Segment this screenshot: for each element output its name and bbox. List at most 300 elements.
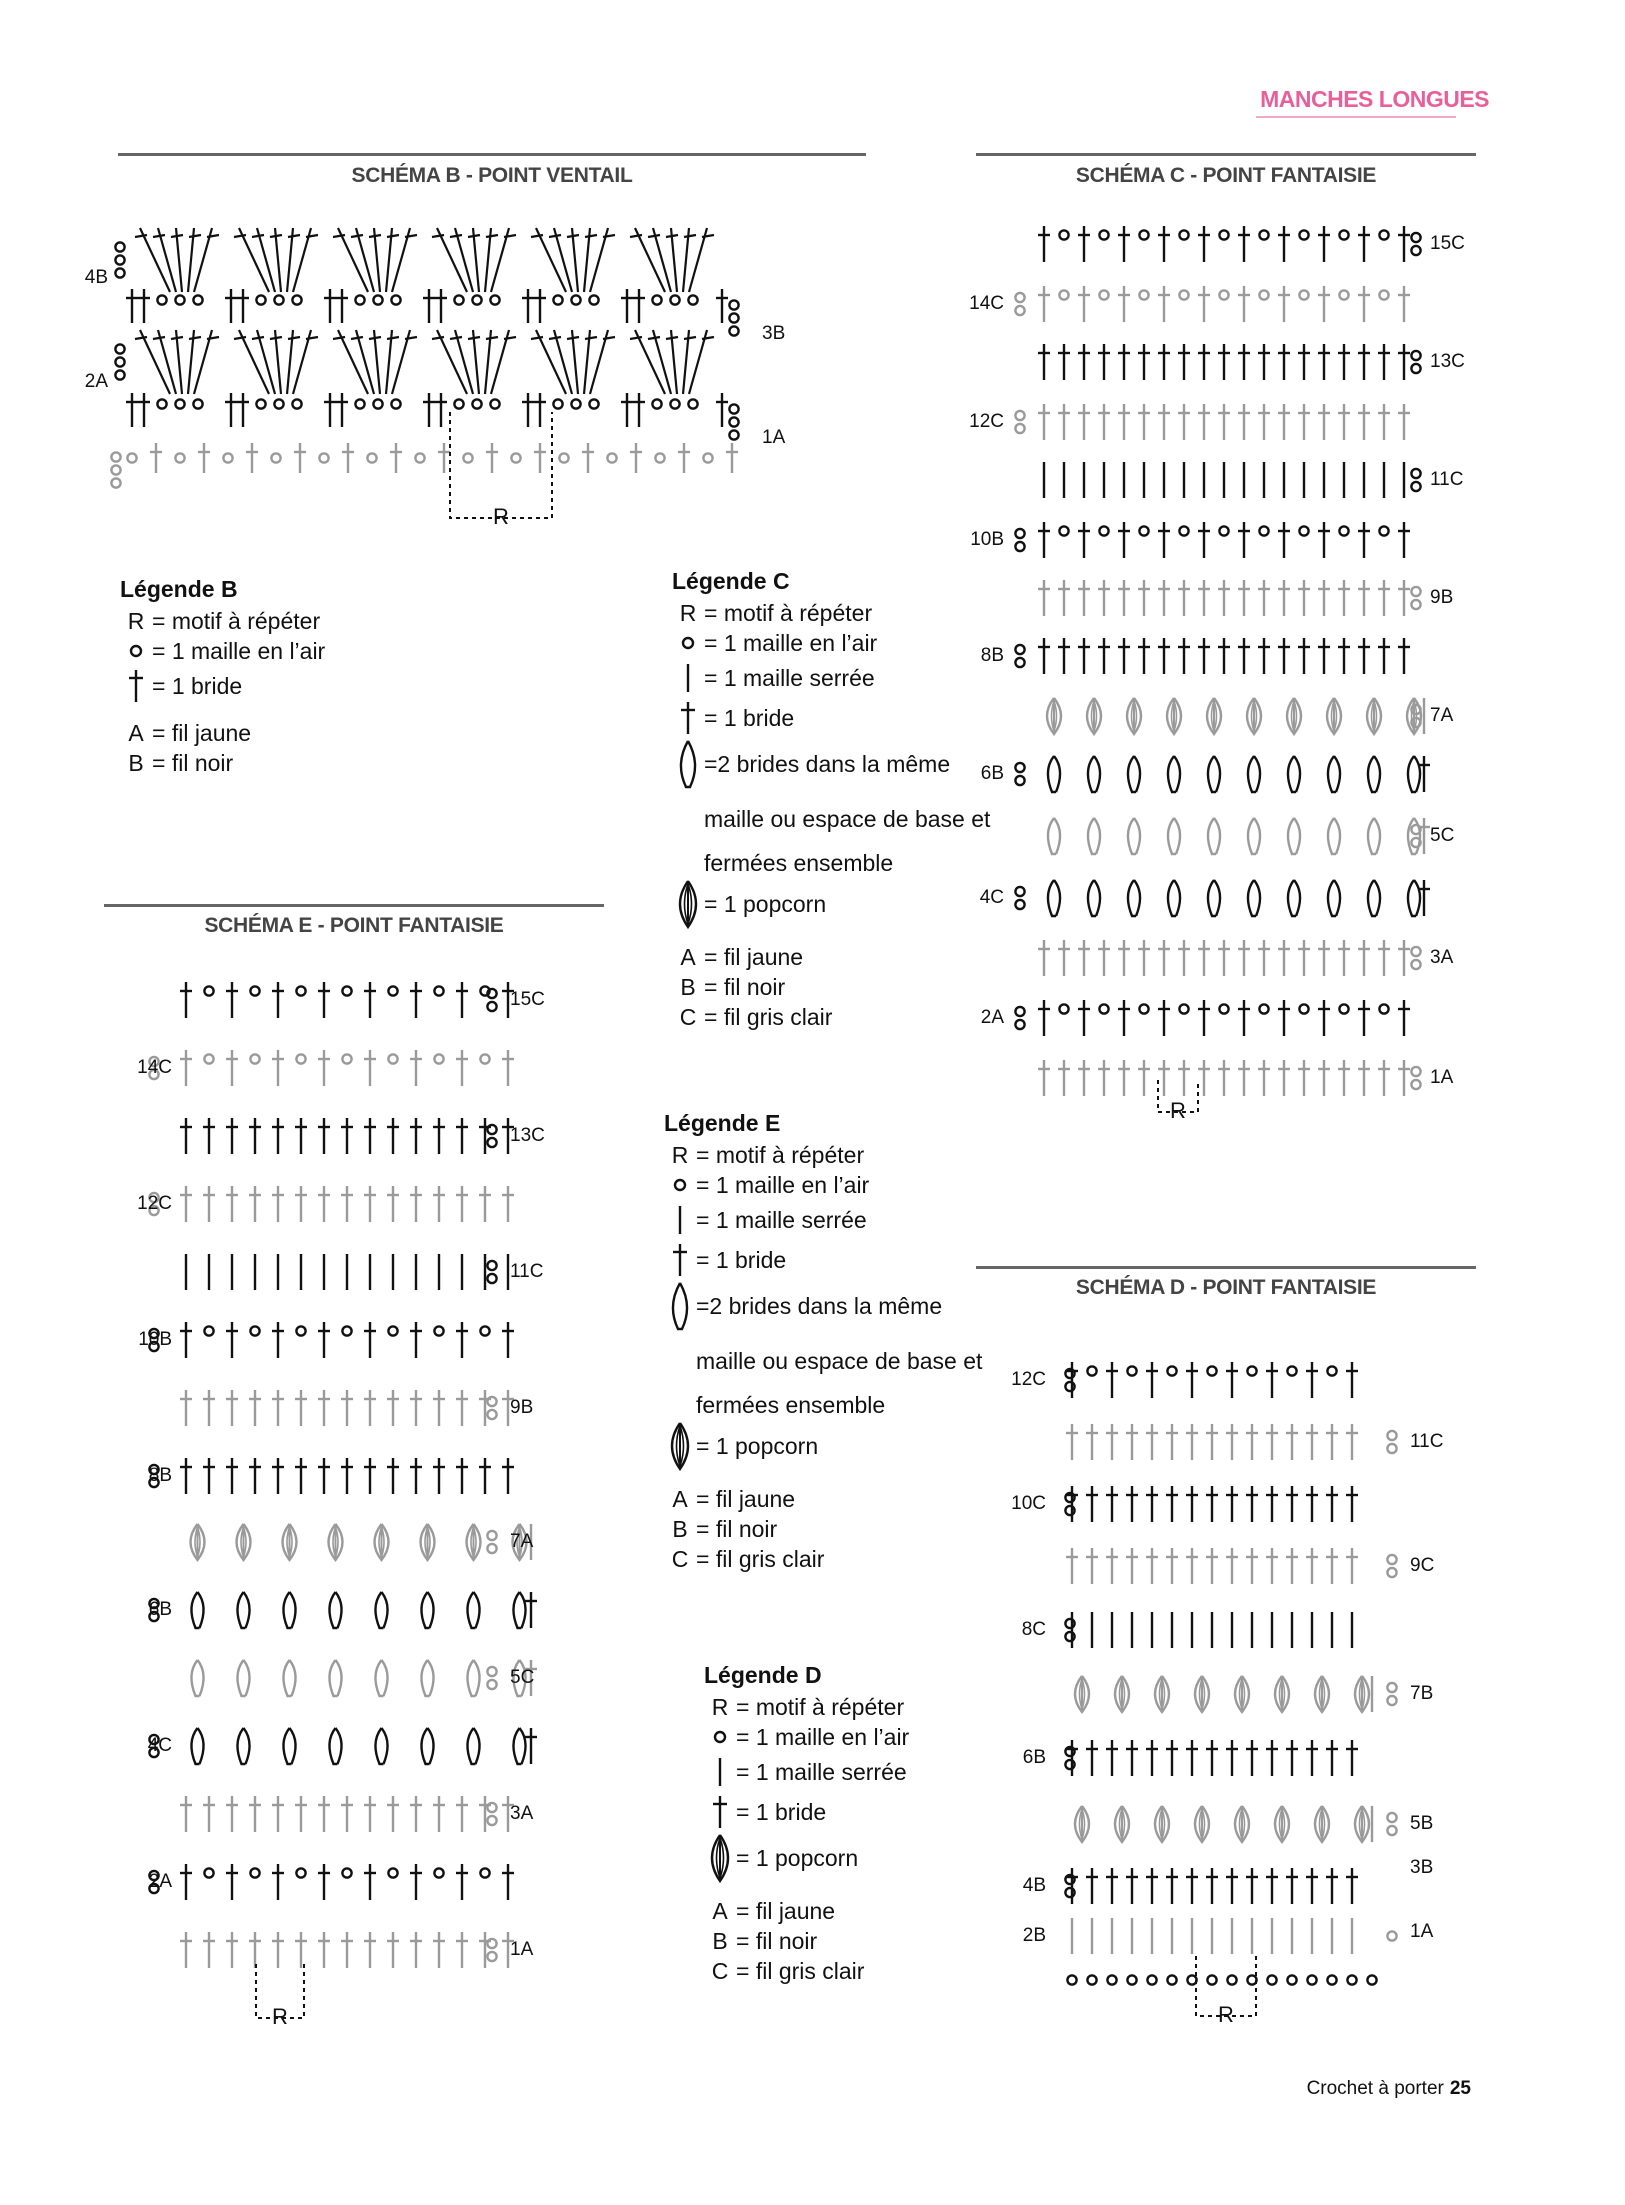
double-crochet <box>180 1322 192 1358</box>
legend-text: = 1 maille serrée <box>704 665 875 691</box>
legend-text: = motif à répéter <box>736 1694 905 1720</box>
double-crochet <box>1266 1868 1278 1904</box>
chain-stitch <box>487 1939 496 1948</box>
chain-stitch <box>373 399 382 408</box>
chain-stitch <box>472 399 481 408</box>
double-crochet <box>226 1186 238 1222</box>
chain-stitch <box>115 357 124 366</box>
double-crochet <box>1098 1060 1110 1096</box>
chain-stitch <box>1179 230 1188 239</box>
cluster-stitch <box>1368 756 1380 792</box>
chain-stitch <box>1127 1975 1136 1984</box>
legend-b-title: Légende B <box>120 576 238 602</box>
double-crochet <box>126 393 138 427</box>
double-crochet <box>1038 638 1050 674</box>
chain-stitch <box>1065 1888 1074 1897</box>
chain-stitch <box>1207 1366 1216 1375</box>
double-crochet <box>1038 522 1050 558</box>
chain-stitch <box>1307 1975 1316 1984</box>
double-crochet <box>294 443 306 473</box>
chain-stitch <box>250 986 259 995</box>
double-crochet <box>336 289 348 323</box>
chain-stitch <box>1015 542 1024 551</box>
popcorn-icon <box>706 1832 734 1884</box>
chain-stitch <box>688 295 697 304</box>
double-crochet <box>387 1118 399 1154</box>
popcorn-stitch <box>1315 1806 1329 1842</box>
double-crochet <box>1306 1548 1318 1584</box>
double-crochet <box>180 1390 192 1426</box>
chain-stitch <box>204 1054 213 1063</box>
fan-double-crochet <box>630 330 665 394</box>
double-crochet <box>479 1932 491 1968</box>
double-crochet <box>1266 1362 1278 1398</box>
double-crochet <box>341 1186 353 1222</box>
legend-row <box>704 1692 909 1722</box>
double-crochet <box>423 289 435 323</box>
double-crochet <box>456 1864 468 1900</box>
row-label: 14C <box>137 1057 172 1079</box>
popcorn-stitch <box>1195 1806 1209 1842</box>
double-crochet <box>1206 1548 1218 1584</box>
legend-symbol <box>672 658 704 698</box>
double-crochet <box>1378 940 1390 976</box>
double-crochet <box>1178 344 1190 380</box>
double-crochet <box>246 443 258 473</box>
double-crochet <box>1278 638 1290 674</box>
double-crochet <box>456 1050 468 1086</box>
double-crochet <box>364 1864 376 1900</box>
legend-symbol: A <box>672 1486 688 1512</box>
double-crochet <box>1166 1424 1178 1460</box>
legend-text: = 1 popcorn <box>696 1433 819 1459</box>
chain-stitch <box>342 986 351 995</box>
double-crochet <box>1278 580 1290 616</box>
double-crochet <box>1126 1548 1138 1584</box>
double-crochet <box>1066 1740 1078 1776</box>
row-label: 4B <box>1022 1875 1046 1897</box>
double-crochet <box>1146 1424 1158 1460</box>
chain-stitch <box>388 1054 397 1063</box>
chain-stitch <box>480 1868 489 1877</box>
double-crochet <box>716 393 728 427</box>
double-crochet <box>1358 638 1370 674</box>
chain-stitch <box>487 1816 496 1825</box>
chain-stitch <box>1127 1366 1136 1375</box>
dc-icon <box>706 1792 734 1832</box>
row-label: 5C <box>1430 825 1455 847</box>
double-crochet <box>1106 1548 1118 1584</box>
double-crochet <box>364 1932 376 1968</box>
fan-double-crochet <box>491 228 516 292</box>
row-label: 12C <box>1011 1369 1046 1391</box>
double-crochet <box>1358 404 1370 440</box>
double-crochet <box>1238 344 1250 380</box>
double-crochet <box>410 1390 422 1426</box>
double-crochet <box>1118 226 1130 262</box>
double-crochet <box>1326 1868 1338 1904</box>
chain-stitch <box>256 399 265 408</box>
repeat-label: R <box>493 503 509 529</box>
fan-double-crochet <box>485 228 498 292</box>
chain-stitch <box>1379 290 1388 299</box>
double-crochet <box>387 1458 399 1494</box>
double-crochet <box>225 289 237 323</box>
double-crochet <box>341 1390 353 1426</box>
double-crochet <box>295 1458 307 1494</box>
fan-double-crochet <box>432 228 467 292</box>
chain-stitch <box>434 986 443 995</box>
chain-stitch <box>115 255 124 264</box>
double-crochet <box>1306 1740 1318 1776</box>
chain-stitch <box>511 453 520 462</box>
double-crochet <box>1038 226 1050 262</box>
fan-double-crochet <box>392 330 417 394</box>
double-crochet <box>226 1118 238 1154</box>
row-label: 12C <box>137 1193 172 1215</box>
chain-stitch <box>487 1544 496 1553</box>
legend-row <box>120 606 325 636</box>
double-crochet <box>1258 580 1270 616</box>
double-crochet <box>272 1186 284 1222</box>
double-crochet <box>1378 1060 1390 1096</box>
chain-stitch <box>1139 526 1148 535</box>
double-crochet <box>1278 226 1290 262</box>
popcorn-stitch <box>1115 1676 1129 1712</box>
double-crochet <box>1158 226 1170 262</box>
legend-row <box>664 1514 982 1544</box>
double-crochet <box>1218 580 1230 616</box>
double-crochet <box>1206 1424 1218 1460</box>
double-crochet <box>272 1390 284 1426</box>
double-crochet <box>1106 1424 1118 1460</box>
chain-stitch <box>487 1680 496 1689</box>
double-crochet <box>203 1390 215 1426</box>
cluster-stitch <box>329 1660 341 1696</box>
double-crochet <box>1078 286 1090 322</box>
chain-stitch <box>1065 1632 1074 1641</box>
chain-stitch <box>487 1274 496 1283</box>
chain-stitch <box>157 399 166 408</box>
chain-stitch <box>1411 364 1420 373</box>
double-crochet <box>456 1390 468 1426</box>
row-label: 4C <box>147 1735 172 1757</box>
double-crochet <box>1066 1362 1078 1398</box>
popcorn-stitch <box>1355 1806 1369 1842</box>
double-crochet <box>1178 580 1190 616</box>
double-crochet <box>1218 638 1230 674</box>
chain-stitch <box>652 399 661 408</box>
legend-row <box>120 666 325 706</box>
double-crochet <box>1246 1424 1258 1460</box>
legend-text: = motif à répéter <box>152 608 321 634</box>
double-crochet <box>1278 1060 1290 1096</box>
row-label: 2A <box>84 371 108 393</box>
double-crochet <box>1158 286 1170 322</box>
schema-c-rule <box>976 153 1476 156</box>
chain-stitch <box>388 1868 397 1877</box>
schema-c-title: SCHÉMA C - POINT FANTAISIE <box>1075 164 1377 187</box>
double-crochet <box>1118 580 1130 616</box>
double-crochet <box>1158 1000 1170 1036</box>
chain-stitch <box>487 1667 496 1676</box>
legend-symbol <box>664 1200 696 1240</box>
fan-double-crochet <box>386 330 399 394</box>
chain-stitch <box>729 430 738 439</box>
chain-stitch <box>1065 1760 1074 1769</box>
legend-row <box>672 942 990 972</box>
double-crochet <box>1078 522 1090 558</box>
double-crochet <box>364 982 376 1018</box>
cluster-stitch <box>1408 756 1420 792</box>
popcorn-stitch <box>1275 1806 1289 1842</box>
popcorn-stitch <box>467 1524 481 1560</box>
double-crochet <box>249 1118 261 1154</box>
legend-symbol: A <box>128 720 144 746</box>
sc-icon <box>674 658 702 698</box>
double-crochet <box>364 1050 376 1086</box>
row-label: 8B <box>980 645 1004 667</box>
legend-symbol <box>672 631 704 655</box>
popcorn-stitch <box>1047 698 1061 734</box>
legend-e-title: Légende E <box>664 1110 781 1136</box>
double-crochet <box>633 393 645 427</box>
chain-stitch <box>1059 526 1068 535</box>
chain-stitch <box>1099 290 1108 299</box>
row-label: 10C <box>1011 1493 1046 1515</box>
double-crochet <box>1106 1486 1118 1522</box>
double-crochet <box>1106 1740 1118 1776</box>
chain-stitch <box>342 1868 351 1877</box>
double-crochet <box>678 443 690 473</box>
legend-text: = 1 bride <box>736 1799 827 1825</box>
double-crochet <box>1398 404 1410 440</box>
double-crochet <box>1238 522 1250 558</box>
double-crochet <box>1398 286 1410 322</box>
legend-symbol: C <box>679 1004 697 1030</box>
double-crochet <box>1078 226 1090 262</box>
double-crochet <box>1338 580 1350 616</box>
popcorn-stitch <box>1195 1676 1209 1712</box>
legend-row <box>664 1484 982 1514</box>
legend-row <box>664 1346 982 1376</box>
double-crochet <box>1198 638 1210 674</box>
double-crochet <box>1178 404 1190 440</box>
double-crochet <box>180 1796 192 1832</box>
chain-stitch <box>1379 1004 1388 1013</box>
double-crochet <box>1086 1740 1098 1776</box>
double-crochet <box>198 443 210 473</box>
cluster-stitch <box>1248 880 1260 916</box>
fan-double-crochet <box>689 228 714 292</box>
legend-symbol: R <box>671 1142 689 1168</box>
legend-text: = 1 maille en l’air <box>152 638 326 664</box>
double-crochet <box>1146 1740 1158 1776</box>
chain-stitch <box>127 453 136 462</box>
double-crochet <box>180 1864 192 1900</box>
chain-stitch <box>480 1326 489 1335</box>
chain-stitch <box>1387 1683 1396 1692</box>
double-crochet <box>1226 1740 1238 1776</box>
double-crochet <box>1318 286 1330 322</box>
double-crochet <box>525 1728 537 1764</box>
schema-e-rule <box>104 904 604 907</box>
chain-stitch <box>1015 529 1024 538</box>
legend-row <box>672 738 990 790</box>
popcorn-stitch <box>1287 698 1301 734</box>
double-crochet <box>1158 940 1170 976</box>
chain-stitch <box>388 1326 397 1335</box>
legend-d <box>704 1660 909 1986</box>
cluster-stitch <box>1128 756 1140 792</box>
chain-stitch <box>1379 526 1388 535</box>
repeat-label: R <box>1170 1097 1186 1123</box>
legend-text: maille ou espace de base et <box>696 1348 983 1374</box>
double-crochet <box>364 1458 376 1494</box>
fan-double-crochet <box>293 228 318 292</box>
chain-stitch <box>434 1054 443 1063</box>
chain-stitch <box>490 295 499 304</box>
chain-stitch <box>487 1125 496 1134</box>
fan-double-crochet <box>293 330 318 394</box>
double-crochet <box>433 1118 445 1154</box>
legend-row <box>664 1280 982 1332</box>
legend-text: = fil jaune <box>152 720 252 746</box>
double-crochet <box>237 393 249 427</box>
double-crochet <box>1078 638 1090 674</box>
double-crochet <box>1258 1060 1270 1096</box>
legend-symbol: B <box>672 1516 688 1542</box>
fan-double-crochet <box>590 228 615 292</box>
chain-stitch <box>1179 290 1188 299</box>
chain-stitch <box>1059 290 1068 299</box>
double-crochet <box>324 393 336 427</box>
sc-icon <box>666 1200 694 1240</box>
double-crochet <box>324 289 336 323</box>
chain-stitch <box>1015 900 1024 909</box>
cluster-stitch <box>1128 880 1140 916</box>
double-crochet <box>1186 1486 1198 1522</box>
chain-stitch <box>1259 1004 1268 1013</box>
chain-stitch <box>472 295 481 304</box>
chain-stitch <box>1247 1366 1256 1375</box>
cluster-stitch <box>283 1728 295 1764</box>
chain-stitch <box>589 399 598 408</box>
chain-stitch <box>1167 1975 1176 1984</box>
fan-double-crochet <box>188 228 201 292</box>
legend-symbol <box>120 639 152 663</box>
chain-icon <box>666 1173 694 1197</box>
double-crochet <box>1158 404 1170 440</box>
legend-row <box>672 598 990 628</box>
cluster-stitch <box>1288 756 1300 792</box>
double-crochet <box>1058 1060 1070 1096</box>
double-crochet <box>364 1118 376 1154</box>
double-crochet <box>272 1050 284 1086</box>
row-label: 15C <box>1430 233 1465 255</box>
double-crochet <box>1278 522 1290 558</box>
legend-row <box>120 636 325 666</box>
row-label: 3B <box>762 323 786 345</box>
double-crochet <box>387 1390 399 1426</box>
chain-stitch <box>1379 230 1388 239</box>
double-crochet <box>318 1932 330 1968</box>
double-crochet <box>1398 522 1410 558</box>
row-label: 2A <box>980 1007 1004 1029</box>
chain-stitch <box>1015 1020 1024 1029</box>
double-crochet <box>226 1796 238 1832</box>
row-label: 2B <box>1022 1925 1046 1947</box>
legend-symbol <box>704 1832 736 1884</box>
legend-row <box>672 698 990 738</box>
row-label: 11C <box>1410 1431 1444 1453</box>
chain-stitch <box>1065 1619 1074 1628</box>
double-crochet <box>318 1186 330 1222</box>
double-crochet <box>456 982 468 1018</box>
double-crochet <box>1318 580 1330 616</box>
double-crochet <box>410 1458 422 1494</box>
chain-stitch <box>391 399 400 408</box>
chain-stitch <box>480 1054 489 1063</box>
double-crochet <box>410 1118 422 1154</box>
chain-stitch <box>1339 290 1348 299</box>
cluster-stitch <box>1288 880 1300 916</box>
chain-stitch <box>296 1868 305 1877</box>
legend-symbol <box>704 1752 736 1792</box>
chain-stitch <box>688 399 697 408</box>
row-label: 1A <box>510 1939 534 1961</box>
double-crochet <box>387 1932 399 1968</box>
chain-stitch <box>1387 1555 1396 1564</box>
double-crochet <box>226 1458 238 1494</box>
popcorn-stitch <box>237 1524 251 1560</box>
double-crochet <box>249 1458 261 1494</box>
double-crochet <box>1178 1060 1190 1096</box>
cluster-stitch <box>1328 756 1340 792</box>
legend-text: =2 brides dans la même <box>696 1293 943 1319</box>
legend-row <box>672 804 990 834</box>
double-crochet <box>410 1932 422 1968</box>
chain-stitch <box>1387 1444 1396 1453</box>
chain-stitch <box>589 295 598 304</box>
double-crochet <box>1186 1362 1198 1398</box>
row-label: 6B <box>148 1599 172 1621</box>
double-crochet <box>435 289 447 323</box>
legend-symbol: C <box>711 1958 729 1984</box>
legend-d-title: Légende D <box>704 1662 822 1688</box>
double-crochet <box>502 1458 514 1494</box>
chain-stitch <box>487 1002 496 1011</box>
row-label: 13C <box>510 1125 545 1147</box>
chain-stitch <box>388 986 397 995</box>
double-crochet <box>1298 580 1310 616</box>
double-crochet <box>180 1458 192 1494</box>
chain-stitch <box>111 478 120 487</box>
double-crochet <box>1298 638 1310 674</box>
double-crochet <box>180 1118 192 1154</box>
double-crochet <box>1278 404 1290 440</box>
double-crochet <box>1246 1740 1258 1776</box>
chain-stitch <box>1015 293 1024 302</box>
double-crochet <box>1358 522 1370 558</box>
chain-stitch <box>157 295 166 304</box>
popcorn-stitch <box>421 1524 435 1560</box>
legend-row <box>120 748 325 778</box>
double-crochet <box>433 1932 445 1968</box>
chain-stitch <box>1219 290 1228 299</box>
double-crochet <box>433 1390 445 1426</box>
chain-stitch <box>1227 1975 1236 1984</box>
